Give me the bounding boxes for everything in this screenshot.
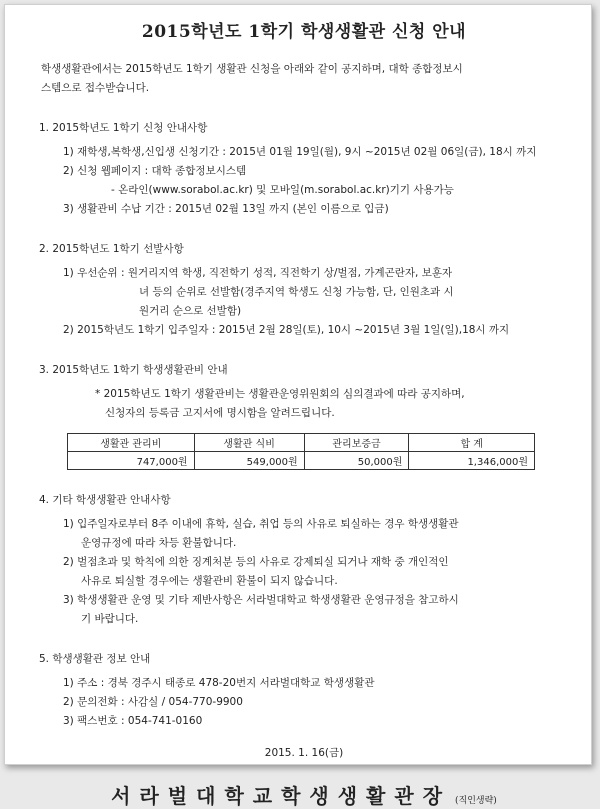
list-item: 2) 신청 웹페이지 : 대학 종합정보시스템: [63, 165, 247, 177]
table-cell: 747,000원: [68, 452, 195, 470]
issuer-name: 서라벌대학교학생생활관장: [111, 784, 452, 808]
table-cell: 50,000원: [304, 452, 409, 470]
list-item-continued: 기 바랍니다.: [81, 613, 139, 625]
intro-paragraph: [39, 60, 569, 98]
document-body: [39, 17, 569, 809]
section-fees: [39, 362, 569, 470]
table-header-cell: 관리보증금: [304, 434, 409, 452]
list-item-continued: 사유로 퇴실할 경우에는 생활관비 환불이 되지 않습니다.: [81, 575, 338, 587]
table-header-cell: 합 계: [409, 434, 535, 452]
section-contact: [39, 651, 569, 731]
table-header-cell: 생활관 식비: [194, 434, 304, 452]
section-selection: [39, 241, 569, 340]
intro-line: 스템으로 접수받습니다.: [41, 82, 150, 94]
list-item-continued: 녀 등의 순위로 선발함(경주지역 학생도 신청 가능함, 단, 인원초과 시: [139, 286, 454, 298]
document-frame: [4, 4, 592, 808]
table-cell: 549,000원: [194, 452, 304, 470]
table-header-cell: 생활관 관리비: [68, 434, 195, 452]
section-title: 4. 기타 학생생활관 안내사항: [39, 494, 171, 506]
list-item: 1) 우선순위 : 원거리지역 학생, 직전학기 성적, 직전학기 상/벌점, 가계곤란자, 보훈자: [63, 267, 453, 279]
intro-line: 학생생활관에서는 2015학년도 1학기 생활관 신청을 아래와 같이 공지하며, 대학 종합정보시: [41, 63, 463, 75]
table-header-row: [68, 434, 535, 452]
list-item: 2) 벌점초과 및 학칙에 의한 징계처분 등의 사유로 강제퇴실 되거나 재학 중 개인적인: [63, 556, 449, 568]
list-item: 3) 학생생활관 운영 및 기타 제반사항은 서라벌대학교 학생생활관 운영규정을 참고하시: [63, 594, 459, 606]
section-title: 2. 2015학년도 1학기 선발사항: [39, 243, 184, 255]
document-date: 2015. 1. 16(금): [264, 747, 344, 759]
section-application-info: [39, 120, 569, 219]
section-other-info: [39, 492, 569, 629]
list-item: 2) 문의전화 : 사감실 / 054-770-9900: [63, 696, 243, 708]
list-item-continued: 운영규정에 따라 차등 환불합니다.: [81, 537, 237, 549]
note-line: * 2015학년도 1학기 생활관비는 생활관운영위원회의 심의결과에 따라 공지하며,: [95, 388, 465, 400]
table-cell: 1,346,000원: [409, 452, 535, 470]
section-title: 3. 2015학년도 1학기 학생생활관비 안내: [39, 364, 228, 376]
list-item: 1) 재학생,복학생,신입생 신청기간 : 2015년 01월 19일(월), 9시 ~2015년 02월 06일(금), 18시 까지: [63, 146, 537, 158]
section-title: 5. 학생생활관 정보 안내: [39, 653, 151, 665]
list-item: 3) 팩스번호 : 054-741-0160: [63, 715, 203, 727]
list-item-continued: 원거리 순으로 선발함): [139, 305, 242, 317]
issuer-signature: [39, 780, 569, 809]
note-line: 신청자의 등록금 고지서에 명시함을 알려드립니다.: [105, 407, 335, 419]
list-item: 1) 입주일자로부터 8주 이내에 휴학, 실습, 취업 등의 사유로 퇴실하는 경우 학생생활관: [63, 518, 459, 530]
fee-table: [67, 433, 535, 470]
table-row: [68, 452, 535, 470]
section-title: 1. 2015학년도 1학기 신청 안내사항: [39, 122, 208, 134]
seal-omitted-note: (직인생략): [455, 796, 497, 806]
list-item: 3) 생활관비 수납 기간 : 2015년 02월 13일 까지 (본인 이름으로 입금): [63, 203, 389, 215]
list-item: 2) 2015학년도 1학기 입주일자 : 2015년 2월 28일(토), 10시 ~2015년 3월 1일(일),18시 까지: [63, 324, 510, 336]
list-item-sub: - 온라인(www.sorabol.ac.kr) 및 모바일(m.sorabol.ac.kr)기기 사용가능: [111, 184, 454, 196]
list-item: 1) 주소 : 경북 경주시 태종로 478-20번지 서라벌대학교 학생생활관: [63, 677, 375, 689]
document-title: 2015학년도 1학기 학생생활관 신청 안내: [141, 22, 467, 42]
